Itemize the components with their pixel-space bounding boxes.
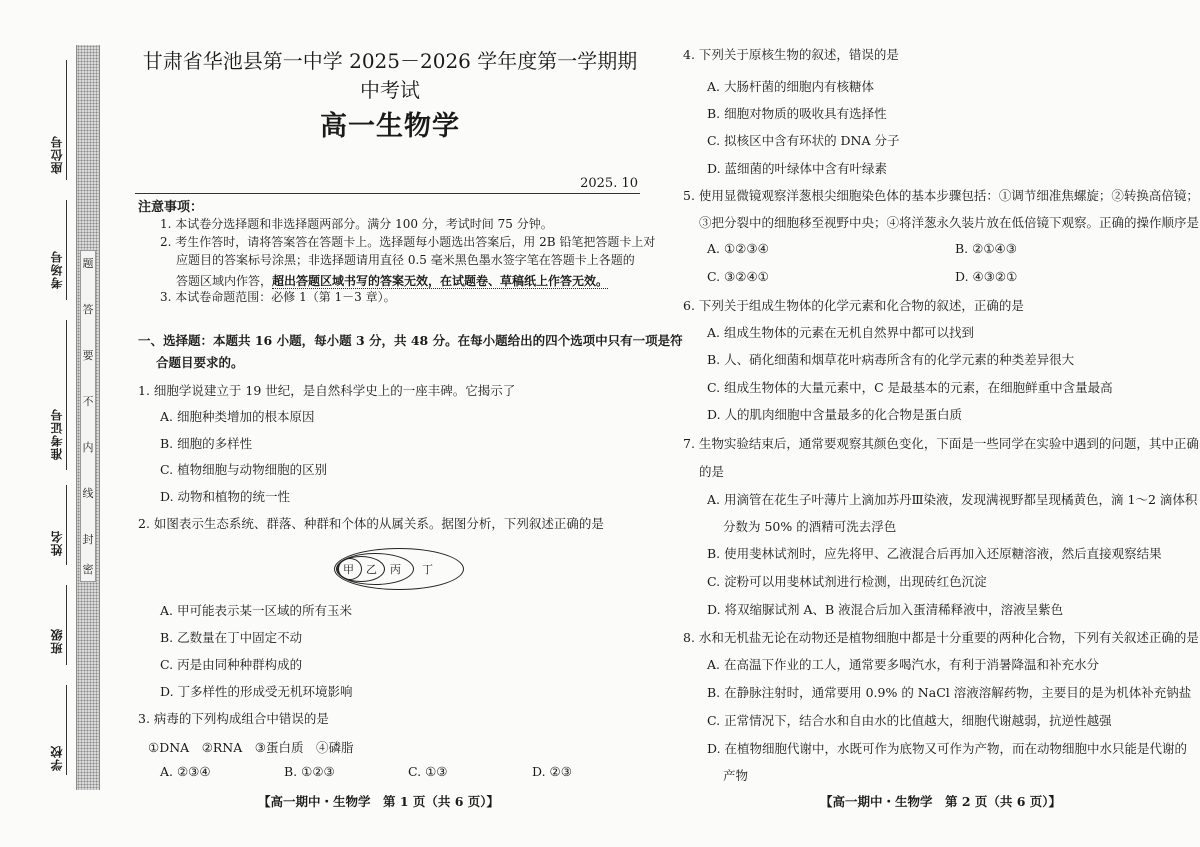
q5-option-d[interactable]: D. ④③②① bbox=[955, 269, 1018, 284]
room-number-field[interactable] bbox=[66, 200, 67, 300]
notice-line: 答题区域内作答， bbox=[176, 274, 273, 288]
section-heading-cont: 合题目要求的。 bbox=[156, 355, 244, 370]
seal-char: 要 bbox=[82, 349, 94, 362]
section-heading: 一、选择题：本题共 16 小题，每小题 3 分，共 48 分。在每小题给出的四个选项中只有一项是符 bbox=[138, 333, 683, 348]
admission-number-field[interactable] bbox=[66, 320, 67, 470]
seal-line-box bbox=[80, 250, 96, 582]
school-label: 学校 bbox=[50, 745, 64, 771]
name-label: 姓名 bbox=[50, 530, 64, 556]
q7-option-a[interactable]: A. 用滴管在花生子叶薄片上滴加苏丹Ⅲ染液，发现满视野都呈现橘黄色，滴 1～2 滴体积 bbox=[707, 492, 1198, 507]
admission-number-label: 准考证号 bbox=[50, 408, 64, 460]
question-2-stem: 2. 如图表示生态系统、群落、种群和个体的从属关系。据图分析，下列叙述正确的是 bbox=[138, 516, 604, 531]
seal-char: 题 bbox=[82, 257, 94, 270]
page-footer-2: 【高一期中・生物学 第 2 页（共 6 页）】 bbox=[820, 794, 1062, 809]
question-5-stem-cont: ③把分裂中的细胞移至视野中央；④将洋葱永久装片放在低倍镜下观察。正确的操作顺序是 bbox=[699, 215, 1200, 230]
name-field[interactable] bbox=[66, 485, 67, 565]
page-footer-1: 【高一期中・生物学 第 1 页（共 6 页）】 bbox=[258, 794, 500, 809]
q5-option-c[interactable]: C. ③②④① bbox=[707, 269, 769, 284]
q6-option-d[interactable]: D. 人的肌肉细胞中含量最多的化合物是蛋白质 bbox=[707, 407, 963, 422]
q2-option-a[interactable]: A. 甲可能表示某一区域的所有玉米 bbox=[160, 603, 352, 618]
subject-title: 高一生物学 bbox=[320, 111, 460, 142]
label-bing: 丙 bbox=[390, 563, 401, 576]
q2-option-d[interactable]: D. 丁多样性的形成受无机环境影响 bbox=[160, 684, 353, 699]
question-8-stem: 8. 水和无机盐无论在动物还是植物细胞中都是十分重要的两种化合物，下列有关叙述正确的是 bbox=[683, 630, 1199, 645]
notice-emphasis: 超出答题区域书写的答案无效，在试题卷、草稿纸上作答无效。 bbox=[272, 274, 609, 288]
q3-option-b[interactable]: B. ①②③ bbox=[284, 764, 335, 779]
header-rule bbox=[135, 193, 640, 194]
seal-char: 封 bbox=[82, 533, 94, 546]
notice-heading: 注意事项： bbox=[138, 200, 204, 215]
exam-title: 甘肃省华池县第一中学 2025－2026 学年度第一学期期中考试 bbox=[142, 49, 638, 102]
question-5-stem: 5. 使用显微镜观察洋葱根尖细胞染色体的基本步骤包括：①调节细准焦螺旋；②转换高倍镜； bbox=[683, 188, 1199, 203]
seal-char: 密 bbox=[82, 563, 94, 576]
q4-option-d[interactable]: D. 蓝细菌的叶绿体中含有叶绿素 bbox=[707, 161, 888, 176]
notice-line: 3. 本试卷命题范围：必修 1（第 1－3 章）。 bbox=[160, 290, 396, 304]
question-4-stem: 4. 下列关于原核生物的叙述，错误的是 bbox=[683, 47, 899, 62]
q6-option-b[interactable]: B. 人、硝化细菌和烟草花叶病毒所含有的化学元素的种类差异很大 bbox=[707, 352, 1075, 367]
q8-option-a[interactable]: A. 在高温下作业的工人，通常要多喝汽水，有利于消暑降温和补充水分 bbox=[707, 657, 1099, 672]
question-3-stem: 3. 病毒的下列构成组合中错误的是 bbox=[138, 711, 329, 726]
room-number-label: 考场号 bbox=[50, 250, 64, 289]
q6-option-a[interactable]: A. 组成生物体的元素在无机自然界中都可以找到 bbox=[707, 325, 974, 340]
question-7-stem: 7. 生物实验结束后，通常要观察其颜色变化，下面是一些同学在实验中遇到的问题，其中正确 bbox=[683, 436, 1199, 451]
question-1-stem: 1. 细胞学说建立于 19 世纪，是自然科学史上的一座丰碑。它揭示了 bbox=[138, 383, 516, 398]
seat-number-label: 座位号 bbox=[50, 135, 64, 174]
question-6-stem: 6. 下列关于组成生物体的化学元素和化合物的叙述，正确的是 bbox=[683, 298, 1024, 313]
q1-option-b[interactable]: B. 细胞的多样性 bbox=[160, 436, 253, 451]
q5-option-b[interactable]: B. ②①④③ bbox=[955, 241, 1017, 256]
q4-option-a[interactable]: A. 大肠杆菌的细胞内有核糖体 bbox=[707, 79, 874, 94]
label-jia: 甲 bbox=[343, 563, 354, 576]
label-ding: 丁 bbox=[422, 563, 433, 576]
notice-line: 1. 本试卷分选择题和非选择题两部分。满分 100 分，考试时间 75 分钟。 bbox=[160, 217, 553, 231]
q8-option-c[interactable]: C. 正常情况下，结合水和自由水的比值越大，细胞代谢越弱，抗逆性越强 bbox=[707, 713, 1112, 728]
q4-option-b[interactable]: B. 细胞对物质的吸收具有选择性 bbox=[707, 106, 887, 121]
hierarchy-diagram bbox=[334, 548, 464, 590]
q7-option-d[interactable]: D. 将双缩脲试剂 A、B 液混合后加入蛋清稀释液中，溶液呈紫色 bbox=[707, 602, 1064, 617]
class-field[interactable] bbox=[66, 585, 67, 665]
exam-date: 2025. 10 bbox=[580, 176, 638, 191]
q8-option-b[interactable]: B. 在静脉注射时，通常要用 0.9% 的 NaCl 溶液溶解药物，主要目的是为机体补充钠盐 bbox=[707, 685, 1192, 700]
q2-option-b[interactable]: B. 乙数量在丁中固定不动 bbox=[160, 630, 303, 645]
q7-option-b[interactable]: B. 使用斐林试剂时，应先将甲、乙液混合后再加入还原糖溶液，然后直接观察结果 bbox=[707, 546, 1162, 561]
seal-char: 线 bbox=[82, 487, 94, 500]
seat-number-field[interactable] bbox=[66, 60, 67, 180]
label-yi: 乙 bbox=[366, 563, 377, 576]
q7-option-c[interactable]: C. 淀粉可以用斐林试剂进行检测，出现砖红色沉淀 bbox=[707, 574, 987, 589]
q1-option-c[interactable]: C. 植物细胞与动物细胞的区别 bbox=[160, 462, 328, 477]
seal-char: 不 bbox=[82, 395, 94, 408]
q2-option-c[interactable]: C. 丙是由同种种群构成的 bbox=[160, 657, 303, 672]
notice-line: 应题目的答案标号涂黑；非选择题请用直径 0.5 毫米黑色墨水签字笔在答题卡上各题的 bbox=[176, 253, 635, 267]
q5-option-a[interactable]: A. ①②③④ bbox=[707, 241, 769, 256]
question-7-stem-cont: 的是 bbox=[699, 464, 725, 479]
class-label: 班级 bbox=[50, 628, 64, 654]
q7-option-a-cont: 分数为 50% 的酒精可洗去浮色 bbox=[723, 519, 897, 534]
q8-option-d-cont: 产物 bbox=[723, 768, 749, 783]
q3-items: ①DNA ②RNA ③蛋白质 ④磷脂 bbox=[148, 740, 354, 755]
seal-char: 内 bbox=[82, 441, 94, 454]
q1-option-d[interactable]: D. 动物和植物的统一性 bbox=[160, 489, 291, 504]
q3-option-a[interactable]: A. ②③④ bbox=[160, 764, 211, 779]
q3-option-d[interactable]: D. ②③ bbox=[532, 764, 572, 779]
q3-option-c[interactable]: C. ①③ bbox=[408, 764, 448, 779]
notice-line: 2. 考生作答时，请将答案答在答题卡上。选择题每小题选出答案后，用 2B 铅笔把答题卡上对 bbox=[160, 235, 656, 249]
q8-option-d[interactable]: D. 在植物细胞代谢中，水既可作为底物又可作为产物，而在动物细胞中水只能是代谢的 bbox=[707, 741, 1188, 756]
q1-option-a[interactable]: A. 细胞种类增加的根本原因 bbox=[160, 409, 315, 424]
notice-line-wrap bbox=[176, 270, 608, 289]
school-field[interactable] bbox=[66, 685, 67, 775]
seal-char: 答 bbox=[82, 303, 94, 316]
q4-option-c[interactable]: C. 拟核区中含有环状的 DNA 分子 bbox=[707, 133, 900, 148]
q6-option-c[interactable]: C. 组成生物体的大量元素中，C 是最基本的元素，在细胞鲜重中含量最高 bbox=[707, 380, 1113, 395]
